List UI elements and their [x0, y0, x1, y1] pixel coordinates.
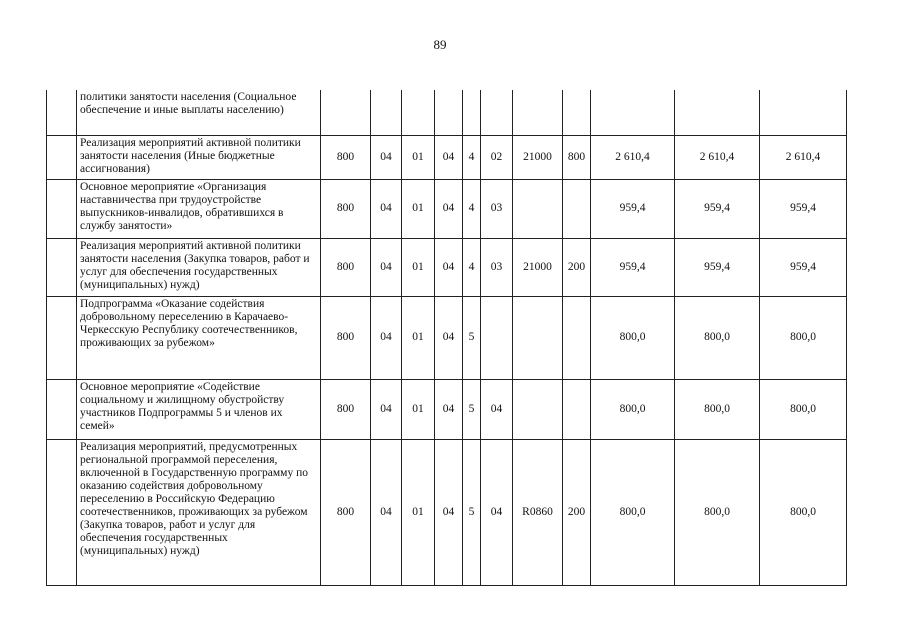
amount-year3-cell: 800,0 — [760, 296, 847, 379]
ministry-code-cell: 800 — [321, 238, 371, 296]
table-row — [47, 238, 847, 296]
amount-year3-cell — [760, 90, 847, 135]
budget-table — [46, 90, 847, 586]
amount-year1-cell: 959,4 — [591, 179, 675, 238]
event-code-cell: 02 — [481, 135, 513, 179]
row-number-cell — [47, 90, 77, 135]
subprogram-code-cell: 5 — [463, 439, 481, 585]
section-code-cell: 04 — [371, 135, 402, 179]
direction-code-cell — [513, 90, 563, 135]
direction-code-cell: R0860 — [513, 439, 563, 585]
amount-year2-cell: 2 610,4 — [675, 135, 760, 179]
expense-type-code-cell — [563, 90, 591, 135]
direction-code-cell — [513, 179, 563, 238]
subprogram-code-cell — [463, 90, 481, 135]
expense-type-code-cell — [563, 296, 591, 379]
subprogram-code-cell: 4 — [463, 135, 481, 179]
subsection-code-cell: 01 — [402, 135, 435, 179]
amount-year3-cell: 2 610,4 — [760, 135, 847, 179]
item-name-cell: Подпрограмма «Оказание содействия добровольному переселению в Карачаево-Черкесскую Республику соотечественников, проживающих за рубежом» — [77, 296, 321, 379]
amount-year1-cell — [591, 90, 675, 135]
ministry-code-cell: 800 — [321, 439, 371, 585]
subsection-code-cell: 01 — [402, 296, 435, 379]
ministry-code-cell: 800 — [321, 296, 371, 379]
event-code-cell — [481, 90, 513, 135]
expense-type-code-cell — [563, 379, 591, 439]
amount-year2-cell: 959,4 — [675, 179, 760, 238]
row-number-cell — [47, 379, 77, 439]
table-row — [47, 296, 847, 379]
program-code-cell — [435, 90, 463, 135]
row-number-cell — [47, 238, 77, 296]
subprogram-code-cell: 5 — [463, 379, 481, 439]
direction-code-cell: 21000 — [513, 238, 563, 296]
item-name-cell: политики занятости населения (Социальное обеспечение и иные выплаты населению) — [77, 90, 321, 135]
row-number-cell — [47, 439, 77, 585]
amount-year2-cell: 800,0 — [675, 439, 760, 585]
subsection-code-cell: 01 — [402, 238, 435, 296]
direction-code-cell — [513, 296, 563, 379]
direction-code-cell: 21000 — [513, 135, 563, 179]
section-code-cell: 04 — [371, 439, 402, 585]
event-code-cell: 03 — [481, 179, 513, 238]
item-name-cell: Основное мероприятие «Организация наставничества при трудоустройстве выпускников-инвалидов, обратившихся в службу занятости» — [77, 179, 321, 238]
event-code-cell: 04 — [481, 379, 513, 439]
ministry-code-cell — [321, 90, 371, 135]
subprogram-code-cell: 4 — [463, 238, 481, 296]
item-name-cell: Реализация мероприятий, предусмотренных региональной программой переселения, включенной в Государственную программу по оказанию содействия добровольному переселению в Российскую Федерацию соотечественников, проживающих за рубежом (Закупка товаров, работ и услуг для обеспечения государственных (муниципальных) нужд) — [77, 439, 321, 585]
amount-year3-cell: 800,0 — [760, 439, 847, 585]
subsection-code-cell: 01 — [402, 439, 435, 585]
subprogram-code-cell: 4 — [463, 179, 481, 238]
program-code-cell: 04 — [435, 296, 463, 379]
section-code-cell: 04 — [371, 379, 402, 439]
amount-year1-cell: 800,0 — [591, 439, 675, 585]
subprogram-code-cell: 5 — [463, 296, 481, 379]
row-number-cell — [47, 135, 77, 179]
subsection-code-cell: 01 — [402, 379, 435, 439]
amount-year3-cell: 959,4 — [760, 238, 847, 296]
amount-year2-cell: 959,4 — [675, 238, 760, 296]
direction-code-cell — [513, 379, 563, 439]
expense-type-code-cell: 200 — [563, 238, 591, 296]
amount-year1-cell: 959,4 — [591, 238, 675, 296]
table-row — [47, 379, 847, 439]
amount-year3-cell: 800,0 — [760, 379, 847, 439]
event-code-cell: 03 — [481, 238, 513, 296]
ministry-code-cell: 800 — [321, 379, 371, 439]
item-name-cell: Основное мероприятие «Содействие социальному и жилищному обустройству участников Подпрограммы 5 и членов их семей» — [77, 379, 321, 439]
amount-year1-cell: 800,0 — [591, 296, 675, 379]
program-code-cell: 04 — [435, 238, 463, 296]
program-code-cell: 04 — [435, 379, 463, 439]
item-name-cell: Реализация мероприятий активной политики занятости населения (Закупка товаров, работ и услуг для обеспечения государственных (муниципальных) нужд) — [77, 238, 321, 296]
amount-year2-cell — [675, 90, 760, 135]
table-row — [47, 439, 847, 585]
amount-year2-cell: 800,0 — [675, 379, 760, 439]
expense-type-code-cell — [563, 179, 591, 238]
amount-year1-cell: 2 610,4 — [591, 135, 675, 179]
expense-type-code-cell: 800 — [563, 135, 591, 179]
ministry-code-cell: 800 — [321, 179, 371, 238]
table-row — [47, 135, 847, 179]
ministry-code-cell: 800 — [321, 135, 371, 179]
subsection-code-cell — [402, 90, 435, 135]
program-code-cell: 04 — [435, 179, 463, 238]
expense-type-code-cell: 200 — [563, 439, 591, 585]
amount-year3-cell: 959,4 — [760, 179, 847, 238]
page-number: 89 — [433, 37, 447, 52]
section-code-cell: 04 — [371, 296, 402, 379]
row-number-cell — [47, 179, 77, 238]
section-code-cell: 04 — [371, 179, 402, 238]
event-code-cell: 04 — [481, 439, 513, 585]
subsection-code-cell: 01 — [402, 179, 435, 238]
table-row — [47, 179, 847, 238]
amount-year1-cell: 800,0 — [591, 379, 675, 439]
section-code-cell: 04 — [371, 238, 402, 296]
program-code-cell: 04 — [435, 439, 463, 585]
item-name-cell: Реализация мероприятий активной политики занятости населения (Иные бюджетные ассигнования) — [77, 135, 321, 179]
event-code-cell — [481, 296, 513, 379]
section-code-cell — [371, 90, 402, 135]
table-row — [47, 90, 847, 135]
program-code-cell: 04 — [435, 135, 463, 179]
amount-year2-cell: 800,0 — [675, 296, 760, 379]
row-number-cell — [47, 296, 77, 379]
